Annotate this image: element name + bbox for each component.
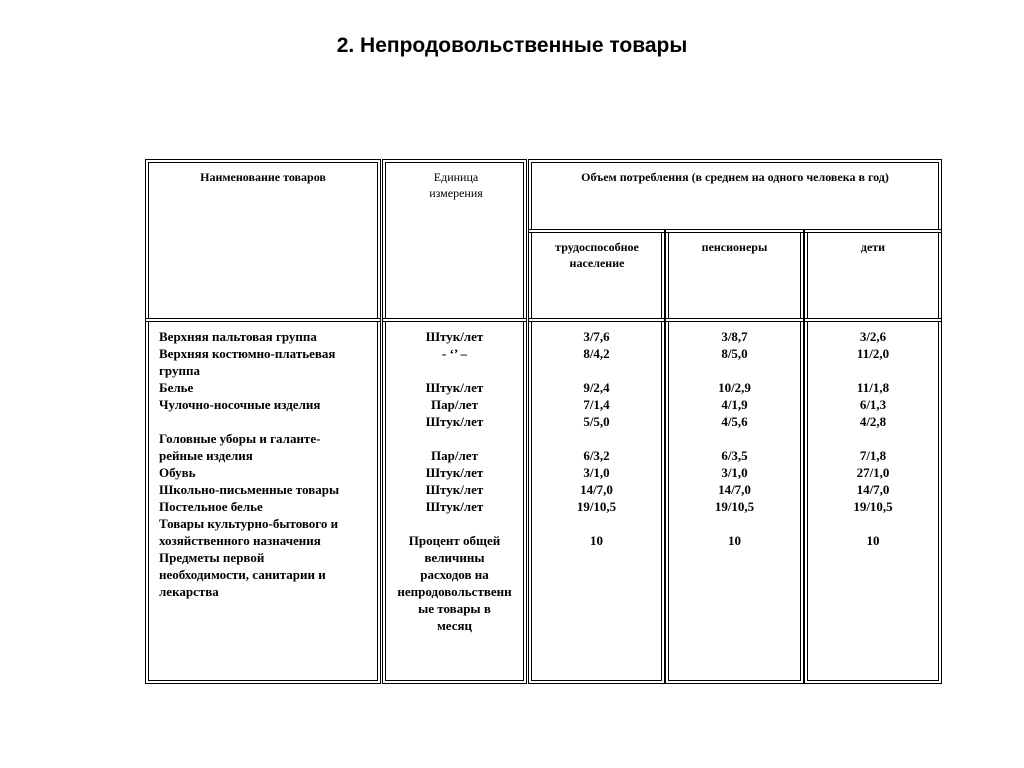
- unit-line: непродовольственн: [397, 584, 512, 599]
- goods-name-line: Верхняя костюмно-платьевая: [159, 346, 336, 361]
- goods-name-line: необходимости, санитарии и: [159, 567, 326, 582]
- unit-line: Пар/лет: [431, 397, 478, 412]
- goods-name-line: лекарства: [159, 584, 219, 599]
- pensioners-value: 3/8,7: [721, 329, 748, 344]
- goods-name-line: Чулочно-носочные изделия: [159, 397, 321, 412]
- workers-value: [532, 515, 661, 532]
- goods-name-line: [159, 413, 364, 430]
- header-group-children-cell: [807, 232, 939, 319]
- goods-name-line: Предметы первой: [159, 550, 265, 565]
- header-name: Наименование товаров: [200, 170, 326, 184]
- unit-line: [386, 515, 523, 532]
- children-value: 27/1,0: [856, 465, 890, 480]
- header-volume-cell: [531, 162, 939, 230]
- children-value: 19/10,5: [853, 499, 893, 514]
- workers-value: 3/1,0: [583, 465, 610, 480]
- header-name-cell: [148, 162, 378, 319]
- units-list: [386, 328, 523, 634]
- unit-line: [386, 362, 523, 379]
- pensioners-value: 19/10,5: [714, 499, 755, 514]
- unit-line: Штук/лет: [425, 499, 484, 514]
- children-value: 7/1,8: [859, 448, 887, 463]
- children-value: 3/2,6: [859, 329, 887, 344]
- children-values-list: [808, 328, 938, 549]
- unit-line: Штук/лет: [425, 414, 484, 429]
- unit-line: величины: [424, 550, 485, 565]
- goods-name-line: Школьно-письменные товары: [159, 482, 340, 497]
- unit-line: Штук/лет: [425, 465, 484, 480]
- workers-value: 9/2,4: [583, 380, 610, 395]
- workers-value: 14/7,0: [580, 482, 613, 497]
- workers-values-list: [532, 328, 661, 549]
- workers-value: 7/1,4: [583, 397, 610, 412]
- header-group-workers: трудоспособное население: [555, 240, 639, 270]
- body-units-cell: [385, 321, 524, 681]
- workers-value: 19/10,5: [576, 499, 617, 514]
- goods-names-list: [159, 328, 364, 600]
- pensioners-value: [669, 515, 800, 532]
- children-value: 6/1,3: [859, 397, 887, 412]
- unit-line: - ‘’ –: [441, 346, 468, 361]
- pensioners-value: 10/2,9: [718, 380, 751, 395]
- workers-value: 10: [590, 533, 603, 548]
- children-value: [808, 362, 938, 379]
- body-workers-cell: [531, 321, 662, 681]
- unit-line: месяц: [436, 618, 473, 633]
- unit-line: Штук/лет: [425, 329, 484, 344]
- header-unit: Единица измерения: [429, 170, 483, 200]
- goods-name-line: группа: [159, 363, 200, 378]
- goods-name-line: Обувь: [159, 465, 196, 480]
- goods-name-line: хозяйственного назначения: [159, 533, 321, 548]
- workers-value: [532, 430, 661, 447]
- pensioners-value: [669, 430, 800, 447]
- pensioners-value: 14/7,0: [718, 482, 751, 497]
- header-unit-cell: [385, 162, 524, 319]
- children-value: 4/2,8: [859, 414, 887, 429]
- children-value: 11/1,8: [856, 380, 890, 395]
- goods-name-line: Головные уборы и галанте-: [159, 431, 321, 446]
- pensioners-value: 8/5,0: [721, 346, 748, 361]
- unit-line: Пар/лет: [431, 448, 478, 463]
- pensioners-values-list: [669, 328, 800, 549]
- unit-line: Процент общей: [408, 533, 501, 548]
- goods-name-line: Верхняя пальтовая группа: [159, 329, 317, 344]
- unit-line: Штук/лет: [425, 482, 484, 497]
- pensioners-value: [669, 362, 800, 379]
- header-group-children: дети: [860, 240, 886, 254]
- children-value: [808, 430, 938, 447]
- pensioners-value: 4/1,9: [721, 397, 748, 412]
- pensioners-value: 10: [728, 533, 741, 548]
- unit-line: расходов на: [420, 567, 489, 582]
- goods-name-line: Белье: [159, 380, 194, 395]
- workers-value: 5/5,0: [583, 414, 610, 429]
- unit-line: [386, 430, 523, 447]
- body-names-cell: [148, 321, 378, 681]
- workers-value: 8/4,2: [583, 346, 610, 361]
- unit-line: Штук/лет: [425, 380, 484, 395]
- header-group-pensioners: пенсионеры: [701, 240, 768, 254]
- header-volume: Объем потребления (в среднем на одного человека в год): [581, 170, 889, 184]
- goods-name-line: Постельное белье: [159, 499, 263, 514]
- goods-name-line: рейные изделия: [159, 448, 253, 463]
- unit-line: ые товары в: [418, 601, 491, 616]
- children-value: 10: [866, 533, 880, 548]
- goods-name-line: Товары культурно-бытового и: [159, 516, 339, 531]
- header-group-workers-cell: [531, 232, 662, 319]
- pensioners-value: 6/3,5: [721, 448, 748, 463]
- header-group-pensioners-cell: [668, 232, 801, 319]
- workers-value: 3/7,6: [583, 329, 610, 344]
- children-value: [808, 515, 938, 532]
- body-pensioners-cell: [668, 321, 801, 681]
- pensioners-value: 3/1,0: [721, 465, 748, 480]
- workers-value: 6/3,2: [583, 448, 610, 463]
- page-title: 2. Непродовольственные товары: [336, 34, 688, 57]
- children-value: 14/7,0: [856, 482, 890, 497]
- workers-value: [532, 362, 661, 379]
- pensioners-value: 4/5,6: [721, 414, 748, 429]
- body-children-cell: [807, 321, 939, 681]
- children-value: 11/2,0: [856, 346, 890, 361]
